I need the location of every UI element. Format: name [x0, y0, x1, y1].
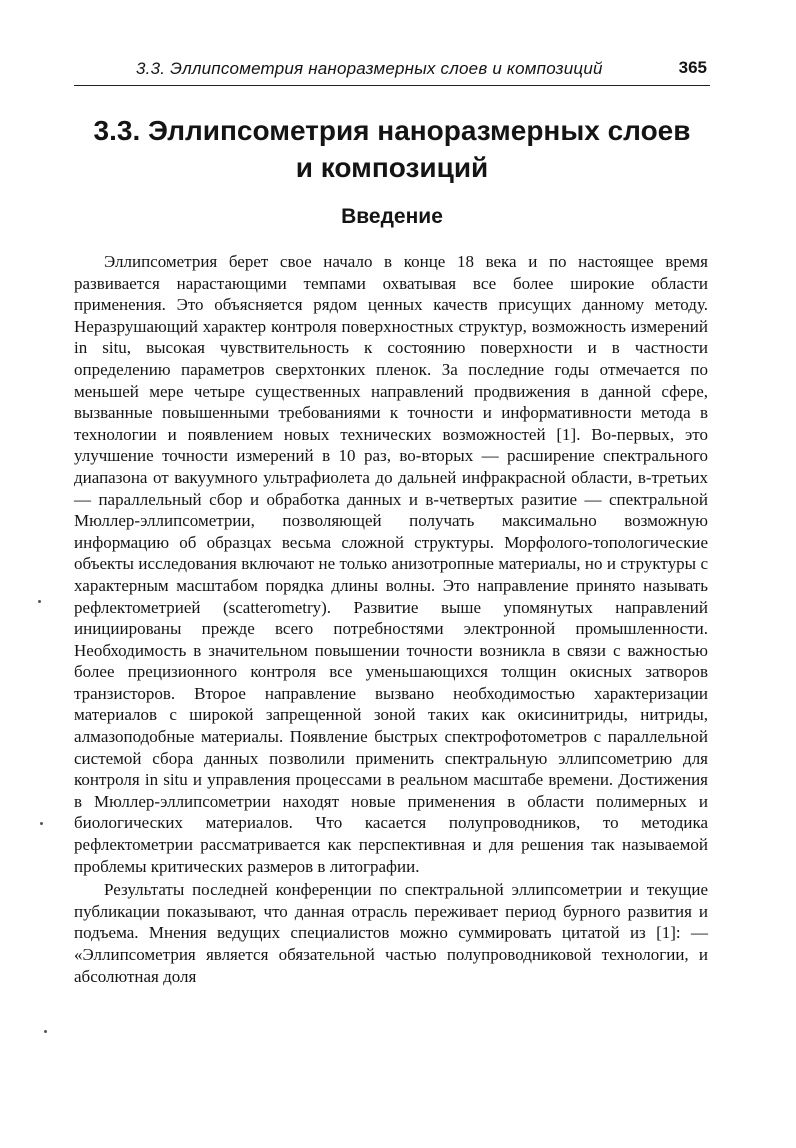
- running-header: [74, 57, 710, 86]
- margin-speck: [44, 1030, 47, 1033]
- subsection-title: Введение: [341, 205, 443, 228]
- running-title: 3.3. Эллипсометрия наноразмерных слоев и композиций: [136, 59, 603, 78]
- paragraph: Результаты последней конференции по спектральной эллипсометрии и текущие публикации показывают, что данная отрасль переживает период бурного развития и подъема. Мнения ведущих специалистов можно суммировать цитатой из [1]: — «Эллипсометрия является обязательной частью полупроводниковой технологии, и абсолютная доля: [74, 880, 708, 986]
- section-title: [74, 112, 710, 186]
- section-title-line1: 3.3. Эллипсометрия наноразмерных слоев: [93, 115, 691, 146]
- margin-speck: [40, 822, 43, 825]
- margin-speck: [38, 600, 41, 603]
- body-text: [74, 251, 708, 987]
- paragraph: Эллипсометрия берет свое начало в конце 18 века и по настоящее время развивается нарастающими темпами охватывая все более широкие области применения. Это объясняется рядом ценных качеств присущих данному методу. Неразрушающий характер контроля поверхностных структур, возможность измерений in situ, высокая чувствительность к состоянию поверхности и в частности определению параметров сверхтонких пленок. За последние годы отмечается по меньшей мере четыре существенных направлений продвижения в данной сфере, вызванные повышенными требованиями к точности и информативности метода в технологии и появлением новых технических возможностей [1]. Во-первых, это улучшение точности измерений в 10 раз, во-вторых — расширение спектрального диапазона от вакуумного ультрафиолета до дальней инфракрасной области, в-третьих — параллельный сбор и обработка данных и в-четвертых разитие — спектральной Мюллер-эллипсометрии, позволяющей получать максимально возможную информацию об образцах весьма сложной структуры. Морфолого-топологические объекты исследования включают не только анизотропные материалы, но и структуры с характерным масштабом порядка длины волны. Это направление принято называть рефлектометрией (scatterometry). Развитие выше упомянутых направлений инициированы прежде всего потребностями электронной промышленности. Необходимость в значительном повышении точности возникла в связи с важностью более прецизионного контроля все уменьшающихся толщин окисных затворов транзисторов. Второе направление вызвано необходимостью характеризации материалов с широкой запрещенной зоной таких как окисинитриды, нитриды, алмазоподобные материалы. Появление быстрых спектрофотометров с параллельной системой сбора данных позволили применить спектральную эллипсометрию для контроля in situ и управления процессами в реальном масштабе времени. Достижения в Мюллер-эллипсометрии находят новые применения в области полимерных и биологических материалов. Что касается полупроводников, то методика рефлектометрии рассматривается как перспективная и для решения так называемой проблемы критических размеров в литографии.: [74, 252, 708, 876]
- section-title-line2: и композиций: [295, 152, 489, 183]
- page-number: 365: [678, 58, 707, 77]
